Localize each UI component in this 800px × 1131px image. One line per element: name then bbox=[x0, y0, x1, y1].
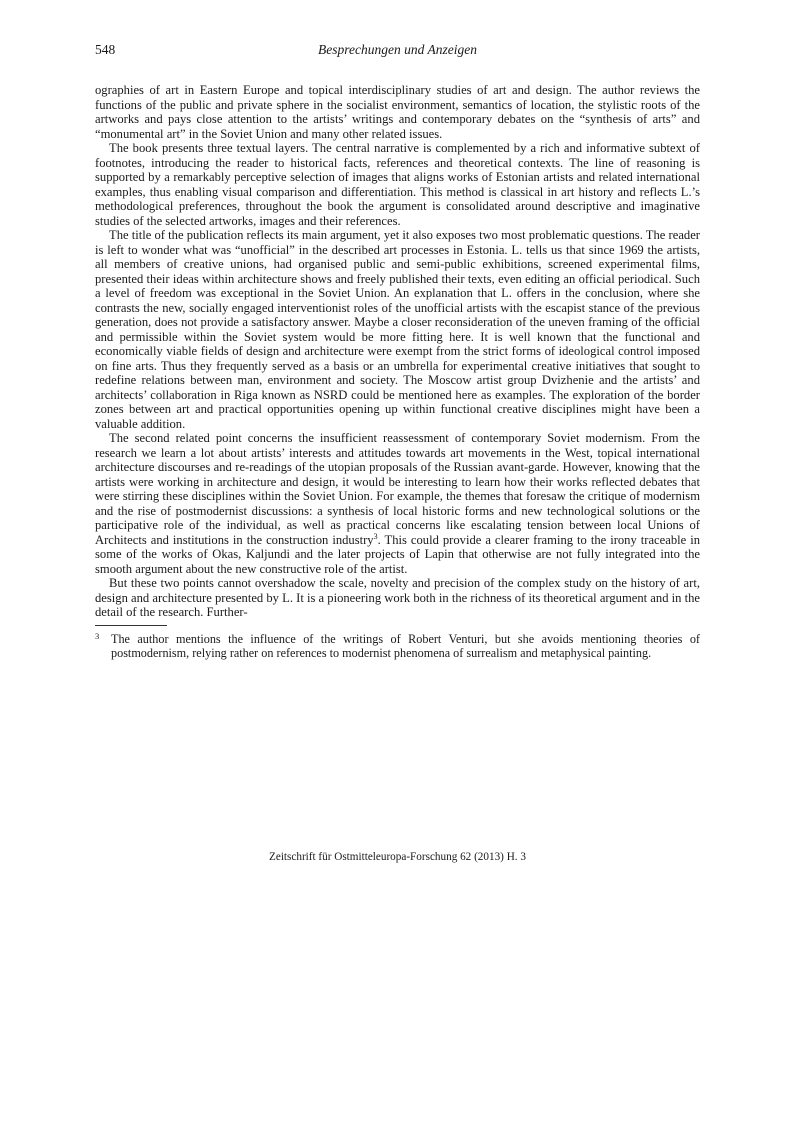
footnote bbox=[95, 632, 700, 661]
page-header bbox=[95, 42, 700, 62]
page-number: 548 bbox=[95, 42, 116, 57]
running-head: Besprechungen und Anzeigen bbox=[318, 42, 477, 57]
footnote-mark: 3 bbox=[95, 630, 100, 641]
main-text bbox=[95, 83, 700, 660]
footnote-text: The author mentions the influence of the writings of Robert Venturi, but she avoids mentioning theories of postmodernism, relying rather on references to modernist phenomena of surrealism and metaphysical painting. bbox=[111, 631, 700, 660]
paragraph-2: The book presents three textual layers. The central narrative is complemented by a rich and informative subtext of footnotes, introducing the reader to historical facts, references and theoretical contexts. The line of reasoning is supported by a remarkably perceptive selection of images that aligns works of Estonian artists and related international examples, thus enabling visual comparison and differentiation. This method is classical in art history and reflects L.’s methodological preferences, throughout the book the argument is consolidated around descriptive and imaginative studies of the selected artworks, images and their references. bbox=[95, 141, 700, 228]
paragraph-4-text: The second related point concerns the insufficient reassessment of contemporary Soviet modernism. From the research we learn a lot about artists’ interests and attitudes towards art movements in the West, topical international architecture discourses and re-readings of the utopian proposals of the Russian avant-garde. However, knowing that the artists were working in architecture and design, it would be interesting to learn how their works reflected debates that were stirring these disciplines within the Soviet Union. For example, the themes that foresaw the critique of modernism and the rise of postmodernist discussions: a synthesis of local historic forms and new technological solutions or the participative role of the individual, as well as practical concerns like escalating tension between local Unions of Architects and institutions in the construction industry bbox=[95, 431, 700, 547]
paragraph-3: The title of the publication reflects its main argument, yet it also exposes two most problematic questions. The reader is left to wonder what was “unofficial” in the described art processes in Estonia. L. tells us that since 1969 the artists, all members of creative unions, had organised public and semi-public exhibitions, screened experimental films, presented their ideas within architecture shows and freely published their texts, even editing an official periodical. Such a level of freedom was exceptional in the Soviet Union. An explanation that L. offers in the conclusion, where she contrasts the new, socially engaged interventionist roles of the unofficial artists with the escapist stance of the previous generation, does not provide a satisfactory answer. Maybe a closer reconsideration of the uneven framing of the official and permissible within the Soviet system would be more fitting here. It is well known that the functional and economically viable fields of design and architecture were exempt from the strict forms of ideological control imposed on fine arts. Thus they frequently served as a basis or an umbrella for experimental creative initiatives that sought to redefine relations between man, environment and society. The Moscow artist group Dvizhenie and the artists’ and architects’ collaboration in Riga known as NSRD could be mentioned here as examples. The exploration of the border zones between art and practical opportunities opening up within functional creative disciplines might have been a valuable addition. bbox=[95, 228, 700, 431]
paragraph-5: But these two points cannot overshadow the scale, novelty and precision of the complex study on the history of art, design and architecture presented by L. It is a pioneering work both in the richness of its theoretical argument and in the detail of the research. Further- bbox=[95, 576, 700, 619]
paragraph-4-text-cont: . This could provide a clearer framing to the irony traceable in some of the works of Okas, Kaljundi and the later projects of Lapin that otherwise are not fully integrated into the smooth argument about the new constructive role of the artist. bbox=[95, 532, 701, 576]
paragraph-1: ographies of art in Eastern Europe and topical interdisciplinary studies of art and design. The author reviews the functions of the public and private sphere in the socialist environment, semantics of location, the stylistic roots of the artworks and pays close attention to the artists’ writings and contemporary debates on the “synthesis of arts” and “monumental art” in the Soviet Union and many other related issues. bbox=[95, 83, 700, 141]
footnote-divider bbox=[95, 625, 167, 626]
page-footer: Zeitschrift für Ostmitteleuropa-Forschung 62 (2013) H. 3 bbox=[269, 851, 526, 863]
footnote-reference: 3 bbox=[373, 531, 378, 541]
paragraph-4 bbox=[95, 431, 700, 576]
